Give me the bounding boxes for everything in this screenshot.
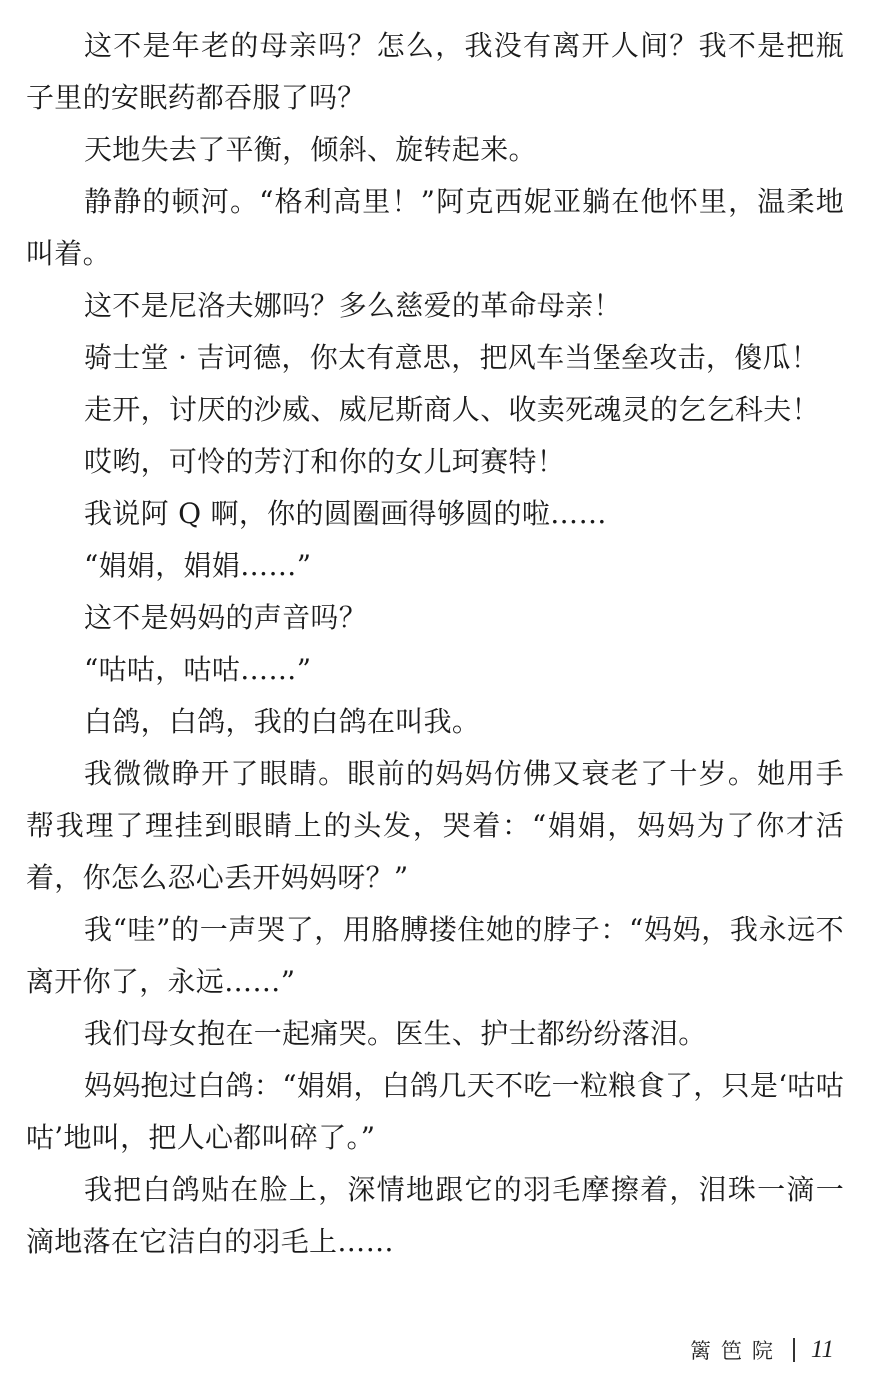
paragraph: 天地失去了平衡，倾斜、旋转起来。 (84, 133, 537, 166)
page-number: 11 (810, 1336, 834, 1363)
paragraph: 这不是年老的母亲吗？怎么，我没有离开人间？我不是把瓶子里的安眠药都吞服了吗？ (26, 29, 844, 114)
paragraph: 哎哟，可怜的芳汀和你的女儿珂赛特！ (84, 445, 566, 478)
page-body (26, 20, 844, 1268)
paragraph: 我微微睁开了眼睛。眼前的妈妈仿佛又衰老了十岁。她用手帮我理了理挂到眼睛上的头发，哭着：“娟娟，妈妈为了你才活着，你怎么忍心丢开妈妈呀？” (26, 757, 844, 894)
paragraph: 我们母女抱在一起痛哭。医生、护士都纷纷落泪。 (84, 1017, 707, 1050)
paragraph: 我把白鸽贴在脸上，深情地跟它的羽毛摩擦着，泪珠一滴一滴地落在它洁白的羽毛上…… (26, 1173, 844, 1258)
paragraph: 这不是妈妈的声音吗？ (84, 601, 368, 634)
paragraph: 白鸽，白鸽，我的白鸽在叫我。 (84, 705, 481, 738)
page-footer (690, 1330, 834, 1370)
footer-divider (793, 1338, 795, 1362)
footer-book-title: 篱笆院 (689, 1339, 783, 1363)
paragraph: “咕咕，咕咕……” (84, 653, 312, 686)
paragraph: 静静的顿河。“格利高里！”阿克西妮亚躺在他怀里，温柔地叫着。 (26, 185, 844, 270)
paragraph: “娟娟，娟娟……” (84, 549, 312, 582)
paragraph: 我“哇”的一声哭了，用胳膊搂住她的脖子：“妈妈，我永远不离开你了，永远……” (26, 913, 844, 998)
paragraph: 骑士堂 · 吉诃德，你太有意思，把风车当堡垒攻击，傻瓜！ (84, 341, 820, 374)
paragraph: 我说阿 Q 啊，你的圆圈画得够圆的啦…… (84, 497, 607, 530)
paragraph: 走开，讨厌的沙威、威尼斯商人、收卖死魂灵的乞乞科夫！ (84, 393, 820, 426)
paragraph: 妈妈抱过白鸽：“娟娟，白鸽几天不吃一粒粮食了，只是‘咕咕咕’地叫，把人心都叫碎了。” (26, 1069, 844, 1154)
paragraph: 这不是尼洛夫娜吗？多么慈爱的革命母亲！ (84, 289, 622, 322)
